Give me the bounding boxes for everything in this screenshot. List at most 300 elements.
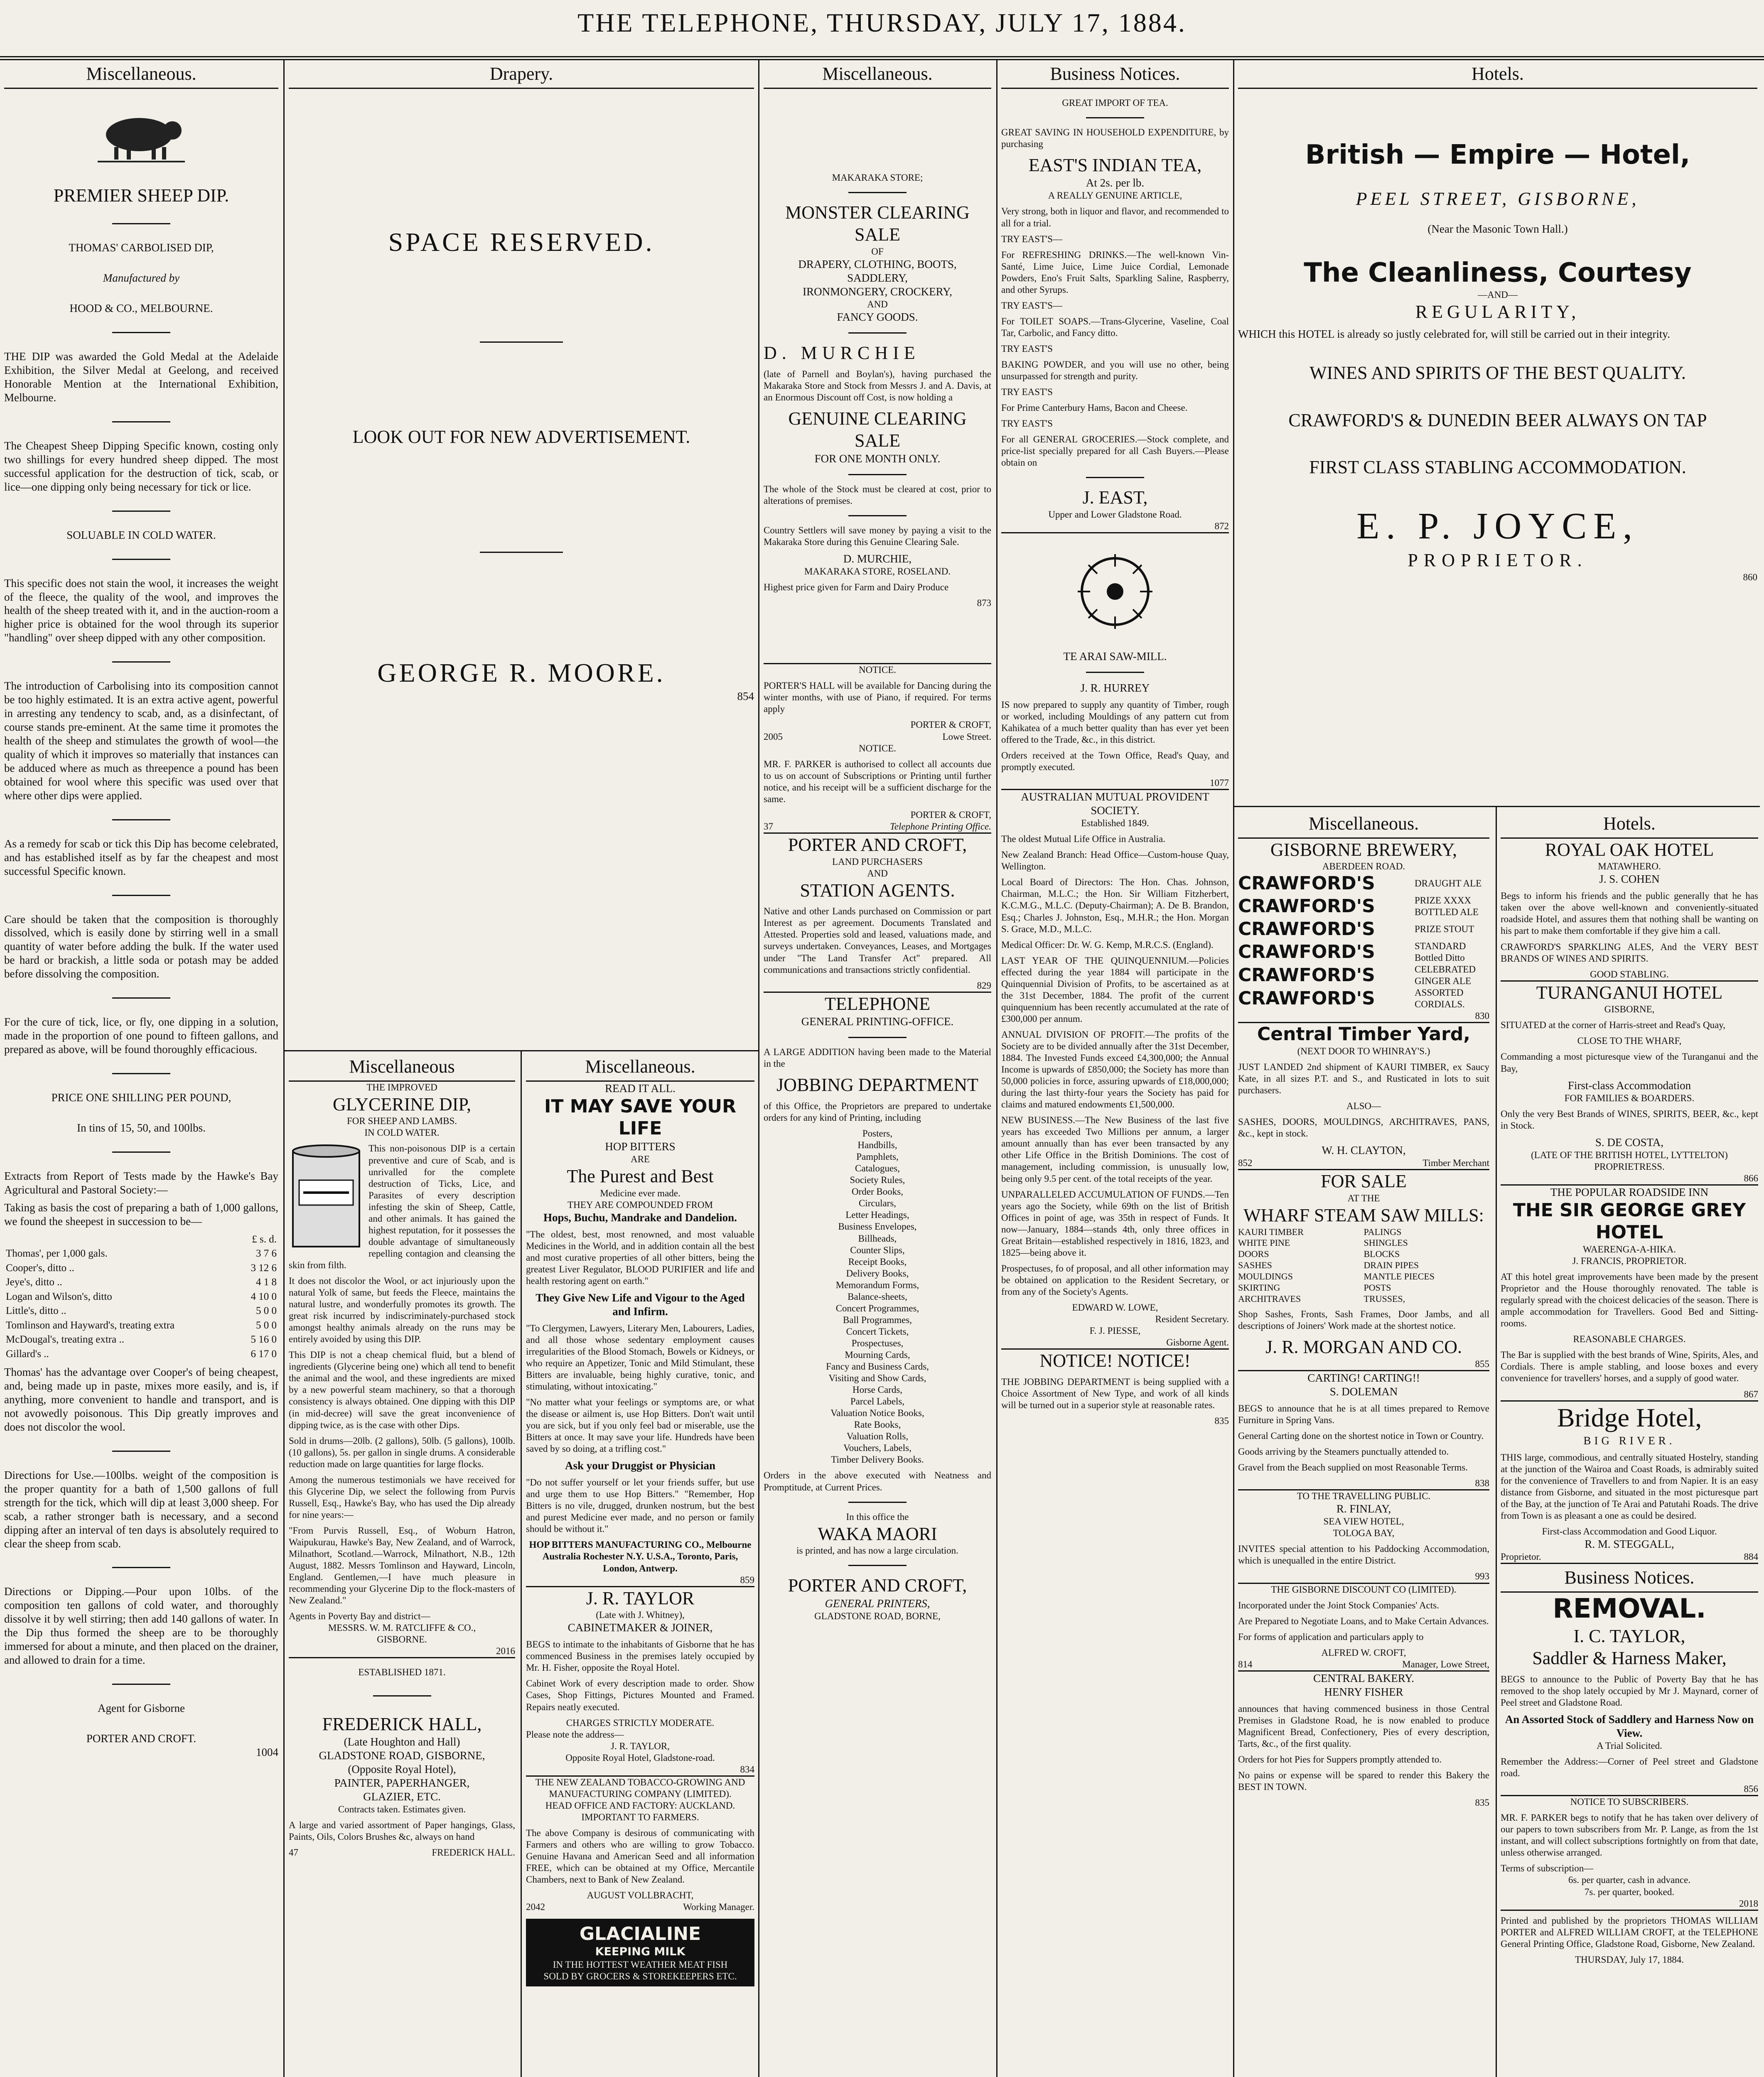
- paragraph: Extracts from Report of Tests made by the Hawke's Bay Agricultural and Pastoral Society:—: [4, 1169, 278, 1196]
- role: Resident Secretary.: [1155, 1314, 1229, 1325]
- paragraph: Local Board of Directors: The Hon. Chas. Johnson, Chairman, M.L.C.; the Hon. Sir William Fitzherbert, K.C.M.G., M.L.C. (Deputy-Chairman); A. De B. Brandon, Esq.; Charles J. Johnston, Esq., M.H.R.; the Hon. Morgan S. Grace, M.D., M.L.C.: [1001, 877, 1229, 934]
- list-item: Receipt Books,: [848, 1256, 907, 1267]
- paragraph: SASHES, DOORS, MOULDINGS, ARCHITRAVES, PANS, &c., kept in stock.: [1238, 1117, 1489, 1139]
- paragraph: CRAWFORD'S SPARKLING ALES, And the VERY BEST BRANDS OF WINES AND SPIRITS.: [1501, 941, 1758, 964]
- imprint-date: THURSDAY, July 17, 1884.: [1575, 1954, 1684, 1965]
- tagline: REGULARITY,: [1415, 302, 1580, 322]
- table-row: Logan and Wilson's, ditto 4 10 0: [6, 1291, 277, 1302]
- column-miscellaneous-3: [764, 60, 991, 1622]
- paragraph: As a remedy for scab or tick this Dip has become celebrated, and has established itself as by far the cheapest and most successful Specific known.: [4, 837, 278, 877]
- divider: [112, 1073, 170, 1074]
- signer: PORTER & CROFT,: [910, 809, 991, 820]
- trade: GLAZIER, ETC.: [363, 1790, 441, 1803]
- column-miscellaneous-1: [4, 60, 278, 1759]
- paragraph: No pains or expense will be spared to render this Bakery the BEST IN TOWN.: [1238, 1770, 1489, 1792]
- note: Please note the address—: [526, 1729, 624, 1740]
- list-item: Billheads,: [858, 1233, 897, 1244]
- divider: [112, 819, 170, 820]
- paragraph: This DIP is not a cheap chemical fluid, but a blend of ingredients (Glycerine being one) which all tend to benefit the animal and the wool, and these ingredients are mixed by a new powerful steam machinery, so that a thorough consistency is always obtained. One dipping with this DIP (in mid-decree) will save the great inconvenience of dipping twice, as is the case with other Dips.: [289, 1350, 515, 1430]
- paragraph: BAKING POWDER, and you will use no other, being unsurpassed for strength and purity.: [1001, 359, 1229, 382]
- divider: [112, 559, 170, 560]
- table-row: Tomlinson and Hayward's, treating extra 5 0 0: [6, 1319, 277, 1331]
- mill-name: TE ARAI SAW-MILL.: [1063, 650, 1167, 663]
- merchant-name: R. FINLAY,: [1336, 1503, 1391, 1515]
- printing-list: [764, 1128, 991, 1466]
- banner-line: IN THE HOTTEST WEATHER MEAT FISH: [553, 1959, 728, 1970]
- headline: TELEPHONE: [824, 993, 931, 1014]
- list-item: WHITE PINE: [1238, 1237, 1290, 1248]
- subhead: The Purest and Best: [567, 1166, 714, 1186]
- space-reserved: SPACE RESERVED.: [388, 227, 655, 257]
- paragraph: "Do not suffer yourself or let your friends suffer, but use and urge them to use Hop Bitters." "Remember, Hop Bitters is no vile, drugged, drunken nostrum, but the best and purest Medicine ever made, and no person or family should be without it.": [526, 1477, 754, 1534]
- subhead: CLOSE TO THE WHARF,: [1577, 1036, 1682, 1046]
- divider: [112, 223, 170, 224]
- list-item: DOORS: [1238, 1249, 1269, 1259]
- list-item: ARCHITRAVES: [1238, 1293, 1301, 1304]
- merchant-name: GEORGE R. MOORE.: [377, 658, 666, 688]
- list-item: Horse Cards,: [852, 1385, 903, 1395]
- headline: PREMIER SHEEP DIP.: [53, 185, 229, 206]
- signer: PORTER & CROFT,: [910, 719, 991, 730]
- list-item: Rate Books,: [854, 1419, 901, 1430]
- merchant-name: W. H. CLAYTON,: [1322, 1144, 1406, 1157]
- list-item: KAURI TIMBER: [1238, 1226, 1304, 1237]
- lookout-notice: LOOK OUT FOR NEW ADVERTISEMENT.: [352, 426, 690, 447]
- paragraph: Directions for Use.—100lbs. weight of the composition is the proper quantity for a bath of 1,500 gallons of full strength for the tick, which will dip at least 3,000 sheep. For scab, a rather stronger bath is necessary, and a second dipping after an interval of ten days is absolutely required to clear the sheep from scab.: [4, 1468, 278, 1550]
- merchant-name: HENRY FISHER: [1324, 1685, 1403, 1698]
- table-row: Jeye's, ditto .. 4 1 8: [6, 1277, 277, 1288]
- paragraph: For the cure of tick, lice, or fly, one dipping in a solution, made in the proportion of one pound to fifteen gallons, and prepared as above, will be found thoroughly efficacious.: [4, 1016, 278, 1056]
- saw-blade-icon: [1074, 550, 1157, 633]
- paragraph: For REFRESHING DRINKS.—The well-known Vin-Santé, Lime Juice, Lime Juice Cordial, Lemonade Powders, Eno's Fruit Salts, Sparkling Saline, Raspberry, and other Syrups.: [1001, 249, 1229, 295]
- agents-label: Agents in Poverty Bay and district—: [289, 1611, 430, 1622]
- list-item: CRAWFORD'S PRIZE XXXX BOTTLED ALE: [1238, 895, 1479, 918]
- paragraph: Are Prepared to Negotiate Loans, and to Make Certain Advances.: [1238, 1615, 1489, 1626]
- ad-number: 2005: [764, 731, 783, 742]
- paragraph: The whole of the Stock must be cleared at cost, prior to alterations of premises.: [764, 484, 991, 506]
- address: Lowe Street.: [942, 731, 991, 742]
- subhead: (Late Houghton and Hall): [344, 1736, 460, 1748]
- ad-number: 884: [1744, 1551, 1758, 1562]
- list-item: Circulars,: [858, 1198, 897, 1209]
- timber-list: [1238, 1227, 1489, 1305]
- subhead: SEA VIEW HOTEL,: [1323, 1516, 1404, 1527]
- subhead: A Trial Solicited.: [1597, 1741, 1662, 1751]
- headline: GENUINE CLEARING SALE: [788, 408, 967, 451]
- paragraph: The Cheapest Sheep Dipping Specific known, costing only two shillings for every hundred sheep dipped. The most successful application for the destruction of tick, scab, or lice—one dipping only being necessary for tick or lice.: [4, 439, 278, 493]
- subhead: SOLUABLE IN COLD WATER.: [66, 528, 216, 541]
- divider: [112, 895, 170, 896]
- price: PRICE ONE SHILLING PER POUND,: [51, 1091, 231, 1104]
- address: BIG RIVER.: [1583, 1434, 1676, 1447]
- list-item: Balance-sheets,: [848, 1291, 907, 1302]
- divider: [112, 1567, 170, 1568]
- headline: IT MAY SAVE YOUR LIFE: [544, 1095, 736, 1139]
- paragraph: BEGS to announce that he is at all times prepared to Remove Furniture in Spring Vans.: [1238, 1403, 1489, 1426]
- section-header: Drapery.: [289, 60, 754, 89]
- hotel-name: British — Empire — Hotel,: [1305, 139, 1690, 170]
- section-header: Miscellaneous.: [764, 60, 991, 89]
- divider: [112, 1451, 170, 1452]
- subhead: In this office the: [846, 1511, 909, 1522]
- paragraph: "No matter what your feelings or symptoms are, or what the disease or ailment is, use Hop Bitters. Don't wait until you are sick, but if you only feel bad or miserable, use the Bitters at once. It may save your life. Hundreds have been saved by so doing, at a trifling cost.": [526, 1397, 754, 1454]
- divider: [112, 1684, 170, 1685]
- list-item: Handbills,: [857, 1140, 897, 1151]
- signer: F. J. PIESSE,: [1089, 1326, 1141, 1336]
- subhead: (LATE OF THE BRITISH HOTEL, LYTTELTON) PROPRIETRESS.: [1531, 1149, 1728, 1172]
- role: Proprietor.: [1501, 1551, 1541, 1562]
- paragraph: Orders received at the Town Office, Read's Quay, and promptly executed.: [1001, 750, 1229, 773]
- ad-number: 2042: [526, 1902, 545, 1913]
- section-header: Hotels.: [1501, 810, 1758, 839]
- ad-number: 37: [764, 821, 773, 832]
- trade: Saddler & Harness Maker,: [1532, 1648, 1727, 1669]
- merchant-name: ALFRED W. CROFT,: [1321, 1647, 1406, 1658]
- tagline: The Cleanliness, Courtesy: [1304, 258, 1692, 289]
- divider: [1086, 672, 1144, 673]
- paragraph: AT this hotel great improvements have been made by the present Proprietor and the House thoroughly renovated. The table is regularly spread with the choicest delicacies of the season. There is ample accommodation for Travellers. Good Bed and Sitting-rooms.: [1501, 1272, 1758, 1329]
- list-item: BLOCKS: [1364, 1249, 1400, 1259]
- divider: [112, 332, 170, 333]
- paragraph: Taking as basis the cost of preparing a bath of 1,000 gallons, we found the sheepest in succession to be—: [4, 1201, 278, 1228]
- ad-number: 1077: [1210, 778, 1229, 788]
- try-item: TRY EAST'S—: [1001, 300, 1063, 311]
- divider: [480, 341, 563, 343]
- list-item: SKIRTING: [1238, 1282, 1280, 1293]
- paragraph: of this Office, the Proprietors are prepared to undertake orders for any kind of Printing, including: [764, 1101, 991, 1123]
- agent-label: Agent for Gisborne: [98, 1702, 185, 1715]
- address: TOLOGA BAY,: [1333, 1528, 1395, 1539]
- proprietor-name: S. DE COSTA,: [1595, 1136, 1664, 1149]
- column-rule: [521, 1050, 522, 2077]
- paragraph: Incorporated under the Joint Stock Companies' Acts.: [1238, 1600, 1439, 1611]
- proprietor-name: E. P. JOYCE,: [1356, 506, 1639, 547]
- ad-number: 814: [1238, 1659, 1253, 1669]
- ad-number: 1004: [256, 1746, 278, 1758]
- notice-title: NOTICE TO SUBSCRIBERS.: [1570, 1797, 1689, 1807]
- subhead: A REALLY GENUINE ARTICLE,: [1048, 190, 1182, 201]
- paragraph: Country Settlers will save money by paying a visit to the Makaraka Store during this Genuine Clearing Sale.: [764, 525, 991, 547]
- agent-name: PORTER AND CROFT.: [86, 1732, 197, 1745]
- subhead: HEAD OFFICE AND FACTORY: AUCKLAND.: [545, 1800, 735, 1811]
- list-item: Catalogues,: [855, 1163, 900, 1174]
- merchant-name: FREDERICK HALL,: [322, 1714, 482, 1734]
- list-item: Order Books,: [852, 1186, 903, 1197]
- goods: FANCY GOODS.: [837, 310, 918, 323]
- paragraph: The Bar is supplied with the best brands of Wine, Spirits, Ales, and Cordials. There is ample stabling, and loose boxes and every convenience for travellers' horses, and a supply of good water.: [1501, 1350, 1758, 1384]
- subhead: READ IT ALL.: [605, 1082, 676, 1095]
- subhead: Manufactured by: [103, 272, 180, 285]
- maker: HOOD & CO., MELBOURNE.: [69, 302, 213, 315]
- paragraph: BEGS to intimate to the inhabitants of Gisborne that he has commenced Business in the premises lately occupied by Mr. H. Fisher, opposite the Royal Hotel.: [526, 1639, 754, 1673]
- merchant-name: PORTER AND CROFT,: [788, 834, 967, 855]
- list-item: Pamphlets,: [856, 1151, 899, 1162]
- role: Manager, Lowe Street,: [1402, 1659, 1489, 1669]
- contracts: Contracts taken. Estimates given.: [338, 1804, 466, 1814]
- subhead: (Near the Masonic Town Hall.): [1427, 223, 1568, 236]
- list-item: Visiting and Show Cards,: [828, 1373, 926, 1384]
- ad-number: 860: [1743, 572, 1757, 582]
- imprint: Printed and published by the proprietors THOMAS WILLIAM PORTER and ALFRED WILLIAM CROFT, at the TELEPHONE General Printing Office, Gladstone Road, Gisborne, New Zealand.: [1501, 1915, 1758, 1949]
- headline: MONSTER CLEARING SALE: [785, 202, 970, 245]
- hotel-name: TURANGANUI HOTEL: [1536, 982, 1723, 1003]
- subhead: —AND—: [1478, 290, 1518, 300]
- ad-number: 852: [1238, 1158, 1253, 1169]
- list-item: Memorandum Forms,: [835, 1279, 919, 1290]
- paragraph: NEW BUSINESS.—The New Business of the last five years has exceeded Two Millions per annum, a larger amount annually than has ever been transacted by any other Life Office in the British Dominions. The cost of management, including commission, is unusually low, being only 9.5 per cent. of the total receipts of the year.: [1001, 1115, 1229, 1184]
- paragraph: is printed, and has now a large circulation.: [796, 1545, 958, 1556]
- paragraph: Commanding a most picturesque view of the Turanganui and the Bay,: [1501, 1051, 1758, 1074]
- role: Working Manager.: [683, 1902, 754, 1913]
- list-item: CRAWFORD'S STANDARD Bottled Ditto: [1238, 940, 1466, 963]
- address: GLADSTONE ROAD, GISBORNE,: [319, 1749, 485, 1762]
- role: Timber Merchant: [1423, 1158, 1489, 1169]
- signer: D. MURCHIE,: [843, 552, 912, 565]
- headline: GISBORNE BREWERY,: [1270, 839, 1457, 860]
- subhead: FOR SHEEP AND LAMBS.: [347, 1116, 457, 1127]
- list-item: CRAWFORD'S ASSORTED CORDIALS.: [1238, 987, 1465, 1010]
- paragraph: "To Clergymen, Lawyers, Literary Men, Labourers, Ladies, and all those whose sedentary employment causes irregularities of the Blood Stomach, Bowels or Kidneys, or who require an Appetizer, Tonic and Mild Stimulant, these Bitters are invaluable, being highly curative, tonic, and stimulating, without intoxicating.": [526, 1323, 754, 1392]
- divider: [848, 332, 907, 334]
- subhead: Ask your Druggist or Physician: [565, 1459, 716, 1472]
- address: MATAWHERO.: [1598, 861, 1661, 872]
- column-hotels: [1238, 60, 1757, 808]
- list-item: POSTS: [1364, 1282, 1391, 1293]
- list-item: Timber Delivery Books.: [831, 1454, 924, 1465]
- divider: [112, 997, 170, 999]
- ad-number: 872: [1214, 521, 1229, 532]
- list-item: CRAWFORD'S PRIZE STOUT: [1238, 918, 1474, 940]
- subhead: Established 1849.: [1081, 818, 1149, 829]
- list-item: CRAWFORD'S CELEBRATED GINGER ALE: [1238, 964, 1476, 986]
- merchant-name: J. EAST,: [1082, 487, 1148, 508]
- proprietor-name: J. FRANCIS, PROPRIETOR.: [1572, 1256, 1687, 1267]
- ad-number: 830: [1475, 1011, 1489, 1021]
- address: MAKARAKA STORE, ROSELAND.: [804, 566, 951, 577]
- masthead: [0, 0, 1764, 60]
- list-item: Vouchers, Labels,: [843, 1443, 911, 1453]
- paragraph: INVITES special attention to his Paddocking Accommodation, which is unequalled in the entire District.: [1238, 1544, 1489, 1566]
- paragraph: BEGS to announce to the Public of Poverty Bay that he has removed to the shop lately occupied by Mr J. Maynard, corner of Peel street and Gladstone Road.: [1501, 1674, 1758, 1708]
- company: THE NEW ZEALAND TOBACCO-GROWING AND MANUFACTURING COMPANY (LIMITED).: [535, 1777, 745, 1799]
- headline: JOBBING DEPARTMENT: [776, 1075, 978, 1095]
- banner-line: SOLD BY GROCERS & STOREKEEPERS ETC.: [543, 1971, 737, 1981]
- merchant-name: PORTER AND CROFT,: [788, 1575, 967, 1596]
- headline: CARTING! CARTING!!: [1307, 1372, 1420, 1385]
- merchant-name: J. R. HURREY: [1080, 682, 1150, 695]
- paragraph: New Zealand Branch: Head Office—Custom-house Quay, Wellington.: [1001, 849, 1229, 872]
- try-item: TRY EAST'S: [1001, 343, 1053, 354]
- subhead: FOR FAMILIES & BOARDERS.: [1564, 1093, 1695, 1103]
- paragraph: SITUATED at the corner of Harris-street and Read's Quay,: [1501, 1020, 1726, 1031]
- headline: AUSTRALIAN MUTUAL PROVIDENT SOCIETY.: [1021, 791, 1209, 817]
- subhead: GOOD STABLING.: [1590, 969, 1669, 980]
- table-row: Little's, ditto .. 5 0 0: [6, 1305, 277, 1317]
- subhead: GENERAL PRINTING-OFFICE.: [801, 1015, 954, 1028]
- subhead: TO THE TRAVELLING PUBLIC.: [1297, 1491, 1431, 1502]
- paragraph: Orders in the above executed with Neatness and Promptitude, at Current Prices.: [764, 1470, 991, 1493]
- paragraph: Highest price given for Farm and Dairy Produce: [764, 582, 949, 593]
- column-miscellaneous-2a: [289, 1053, 515, 1858]
- merchant-name: S. DOLEMAN: [1329, 1385, 1398, 1398]
- list-item: SASHES: [1238, 1260, 1272, 1271]
- list-item: MANTLE PIECES: [1364, 1271, 1435, 1282]
- list-item: MOULDINGS: [1238, 1271, 1293, 1282]
- terms-item: 6s. per quarter, cash in advance.: [1568, 1875, 1691, 1886]
- column-drapery: [289, 60, 754, 1049]
- subhead: CRAWFORD'S & DUNEDIN BEER ALWAYS ON TAP: [1288, 410, 1707, 430]
- tins: In tins of 15, 50, and 100lbs.: [77, 1121, 206, 1134]
- goods: DRAPERY, CLOTHING, BOOTS,: [798, 258, 957, 271]
- list-item: Valuation Notice Books,: [830, 1408, 924, 1419]
- paragraph: "From Purvis Russell, Esq., of Woburn Hatron, Waipukurau, Hawke's Bay, New Zealand, and of Warrock, Milnathort, Scotland.—Warrock, Milnathort, N.B., 12th August, 1882. Messrs Tomlinson and Hayward, Lincoln, England. Gentlemen,—I have much pleasure in recommending your Glycerine Dip to the flock-masters of New Zealand.": [289, 1525, 515, 1606]
- divider: [1086, 477, 1144, 478]
- paragraph: General Carting done on the shortest notice in Town or Country.: [1238, 1431, 1484, 1441]
- subhead: FOR ONE MONTH ONLY.: [814, 452, 941, 465]
- divider: [112, 661, 170, 663]
- merchant-name: J. R. TAYLOR,: [611, 1741, 670, 1751]
- paragraph: It does not discolor the Wool, or act injuriously upon the natural Yolk of same, but feeds the Fleece, maintains the natural lustre, and wonderfully promotes its growth. The great risk incurred by indiscriminately-purchased stock amongst healthy animals already on the runs may be entirely avoided by using this DIP.: [289, 1276, 515, 1345]
- paragraph: Shop Sashes, Fronts, Sash Frames, Door Jambs, and all descriptions of Joiners' Work made at the shortest notice.: [1238, 1309, 1489, 1331]
- paragraph: PORTER'S HALL will be available for Dancing during the winter months, with use of Piano, if required. For terms apply: [764, 680, 991, 714]
- paragraph: THIS large, commodious, and centrally situated Hostelry, standing at the junction of the Wairoa and Coast Roads, is admirably suited for the convenience of Travellers to and from Napier. It is an easy distance from Gisborne, and situated in the most picturesque part of the Bay, at the junction of Te Arai and Patutahi Roads. The drive from Town is as pleasant a one as could be desired.: [1501, 1452, 1758, 1521]
- agents-name: MESSRS. W. M. RATCLIFFE & CO.,: [328, 1623, 476, 1633]
- subhead: ARE: [631, 1154, 650, 1164]
- ad-number: 835: [1475, 1797, 1489, 1808]
- paragraph: For TOILET SOAPS.—Trans-Glycerine, Vaseline, Coal Tar, Carbolic, and Fancy ditto.: [1001, 316, 1229, 338]
- subhead: LAND PURCHASERS: [832, 856, 923, 867]
- subhead: THOMAS' CARBOLISED DIP,: [69, 241, 214, 254]
- paragraph: Directions or Dipping.—Pour upon 10lbs. of the composition ten gallons of cold water, and thoroughly dissolve it by well stirring; then add 140 gallons of water. In the Dip thus formed the sheep are to be thoroughly immersed for about a minute, and then placed on the drainer, and allowed to drain for a time.: [4, 1585, 278, 1667]
- company: HOP BITTERS MANUFACTURING CO., Melbourne Australia Rochester N.Y. U.S.A., Toronto, Paris, London, Antwerp.: [529, 1539, 752, 1574]
- column-rule: [996, 60, 997, 2077]
- subhead: ALSO—: [1346, 1101, 1381, 1112]
- divider: [373, 1695, 431, 1696]
- paragraph: GREAT SAVING IN HOUSEHOLD EXPENDITURE, by purchasing: [1001, 127, 1229, 149]
- divider: [848, 1502, 907, 1503]
- paragraph: THE DIP was awarded the Gold Medal at the Adelaide Exhibition, the Silver Medal at Geelong, and received Honorable Mention at the International Exhibition, Melbourne.: [4, 350, 278, 404]
- trade: CABINETMAKER & JOINER,: [568, 1621, 713, 1634]
- terms-item: 7s. per quarter, booked.: [1584, 1886, 1675, 1897]
- paragraph: The introduction of Carbolising into its composition cannot be too highly estimated. It is an extra active agent, powerful in arresting any tendency to scab, and, as a disinfectant, of course stands pre-eminent. At the same time it promotes the health of the sheep and stimulates the growth of wool—the quality of which it improves so materially that instances can be adduced where as much as threepence a pound has been obtained for wool where this specific was used over that where other dips were applied.: [4, 680, 278, 802]
- paragraph: WHICH this HOTEL is already so justly celebrated for, will still be carried out in their integrity.: [1238, 328, 1670, 341]
- ad-number: 855: [1475, 1359, 1489, 1370]
- subhead: GENERAL PRINTERS,: [825, 1597, 930, 1610]
- paragraph: Cabinet Work of every description made to order. Show Cases, Shop Fittings, Pictures Mounted and Framed. Repairs neatly executed.: [526, 1678, 754, 1712]
- ad-number: 859: [740, 1574, 754, 1585]
- ad-number: 873: [977, 598, 991, 609]
- paragraph: For Prime Canterbury Hams, Bacon and Cheese.: [1001, 403, 1188, 413]
- cost-table: [4, 1232, 278, 1362]
- list-item: Mourning Cards,: [845, 1350, 910, 1360]
- list-item: Concert Programmes,: [835, 1303, 919, 1313]
- address: PEEL STREET, GISBORNE,: [1356, 188, 1640, 209]
- headline: FOR SALE: [1321, 1171, 1407, 1192]
- brewery-list: [1238, 872, 1489, 1010]
- subhead: HOP BITTERS: [605, 1140, 676, 1153]
- glycerine-tin-icon: [289, 1143, 364, 1251]
- proprietor-name: R. M. STEGGALL,: [1585, 1537, 1674, 1550]
- divider: [112, 421, 170, 422]
- paragraph: Sold in drums—20lb. (2 gallons), 50lb. (5 gallons), 100lb. (10 gallons), 5s. per gallon in single drums. A considerable reduction made on large quantities for large flocks.: [289, 1435, 515, 1469]
- product-name: GLYCERINE DIP,: [333, 1094, 471, 1115]
- role: Gisborne Agent.: [1166, 1337, 1229, 1348]
- divider: [1086, 117, 1144, 118]
- paragraph: The above Company is desirous of communicating with Farmers and others who are willing to grow Tobacco. Genuine Havana and American Seed and all information FREE, which can be obtained at my Office, Mercantile Chambers, next to Bank of New Zealand.: [526, 1827, 754, 1885]
- hotel-name: ROYAL OAK HOTEL: [1545, 839, 1714, 860]
- column-rule: [758, 60, 759, 2077]
- subhead: GREAT IMPORT OF TEA.: [1062, 97, 1168, 108]
- section-header: Miscellaneous.: [4, 60, 278, 89]
- ad-number: 2016: [496, 1646, 515, 1657]
- notice-title: NOTICE.: [858, 665, 897, 675]
- paragraph: This specific does not stain the wool, it increases the weight of the fleece, the quality of the wool, and improves the health of the sheep treated with it, and in the auction-room a higher price is obtained for the wool through its superior "handling" over sheep dipped with any other composition.: [4, 577, 278, 644]
- headline: Central Timber Yard,: [1257, 1024, 1470, 1045]
- section-header: Miscellaneous: [289, 1053, 515, 1082]
- paragraph: (late of Parnell and Boylan's), having purchased the Makaraka Store and Stock from Messrs J. and A. Davis, at an Enormous Discount off Cost, is now holding a: [764, 368, 991, 403]
- ad-number: 866: [1744, 1173, 1758, 1183]
- headline: REMOVAL.: [1553, 1593, 1706, 1624]
- divider: [480, 552, 563, 553]
- divider: [1234, 806, 1760, 807]
- subhead: Hops, Buchu, Mandrake and Dandelion.: [543, 1211, 737, 1224]
- subhead: (Late with J. Whitney),: [596, 1610, 685, 1620]
- address: GLADSTONE ROAD, BORNE,: [814, 1611, 941, 1621]
- paragraph: For all GENERAL GROCERIES.—Stock complete, and price-list specially prepared for all Cash Buyers.—Please obtain on: [1001, 434, 1229, 468]
- address: Opposite Royal Hotel, Gladstone-road.: [565, 1752, 715, 1763]
- column-miscellaneous-2b: [526, 1053, 754, 1992]
- paragraph: THE JOBBING DEPARTMENT is being supplied with a Choice Assortment of New Type, and work of all kinds will be turned out in a superior style at reasonable rates.: [1001, 1376, 1229, 1410]
- address: Telephone Printing Office.: [890, 821, 991, 832]
- ad-number: 47: [289, 1847, 298, 1858]
- list-item: Prospectuses,: [851, 1338, 904, 1348]
- subhead: First-class Accommodation and Good Liquor.: [1542, 1526, 1717, 1537]
- list-item: Delivery Books,: [846, 1268, 909, 1279]
- divider: [848, 1565, 907, 1566]
- list-item: Business Envelopes,: [838, 1221, 917, 1232]
- ad-number: 856: [1744, 1784, 1758, 1795]
- subhead: AT THE: [1347, 1193, 1380, 1203]
- list-item: PALINGS: [1364, 1226, 1402, 1237]
- paragraph: A large and varied assortment of Paper hangings, Glass, Paints, Oils, Colors Brushes &c, always on hand: [289, 1819, 515, 1842]
- address: GISBORNE,: [1604, 1004, 1655, 1015]
- masthead-title: THE TELEPHONE, THURSDAY, JULY 17, 1884.: [577, 8, 1187, 37]
- divider: [848, 474, 907, 475]
- paragraph: Orders for hot Pies for Suppers promptly attended to.: [1238, 1754, 1442, 1765]
- subhead: OF: [871, 246, 884, 257]
- column-hotels-5b: [1501, 810, 1758, 1966]
- subhead: They Give New Life and Vigour to the Aged and Infirm.: [536, 1291, 745, 1318]
- goods: IRONMONGERY, CROCKERY,: [803, 285, 952, 298]
- subhead: First-class Accommodation: [1567, 1079, 1691, 1092]
- headline: NOTICE! NOTICE!: [1039, 1350, 1191, 1371]
- paragraph: Prospectuses, fo of proposal, and all other information may be obtained on application to the Resident Secretary, or from any of the Society's Agents.: [1001, 1263, 1229, 1297]
- subhead: An Assorted Stock of Saddlery and Harness Now on View.: [1505, 1713, 1754, 1740]
- ad-number: 854: [737, 690, 754, 702]
- banner-line: KEEPING MILK: [595, 1945, 685, 1958]
- subhead: AND: [867, 868, 888, 879]
- paragraph: "The oldest, best, most renowned, and most valuable Medicines in the World, and in addition contain all the best and most curative properties of all other bitters, being the greatest Liver Regulator, BLOOD PURIFIER and life and health restoring agent on earth.": [526, 1229, 754, 1286]
- notice-title: NOTICE.: [858, 743, 897, 754]
- subhead: AND: [867, 299, 888, 309]
- paragraph: Begs to inform his friends and the public generally that he has taken over the above well-known and conveniently-situated roadside Hotel, and assures them that nothing shall be wanting on his part to make them comfortable if they give him a call.: [1501, 891, 1758, 936]
- address: ABERDEEN ROAD.: [1322, 861, 1405, 872]
- glacialine-banner: [526, 1919, 754, 1986]
- list-item: Fancy and Business Cards,: [826, 1361, 929, 1372]
- goods: SADDLERY,: [847, 272, 908, 285]
- divider: [848, 515, 907, 516]
- column-rule: [1233, 60, 1234, 2077]
